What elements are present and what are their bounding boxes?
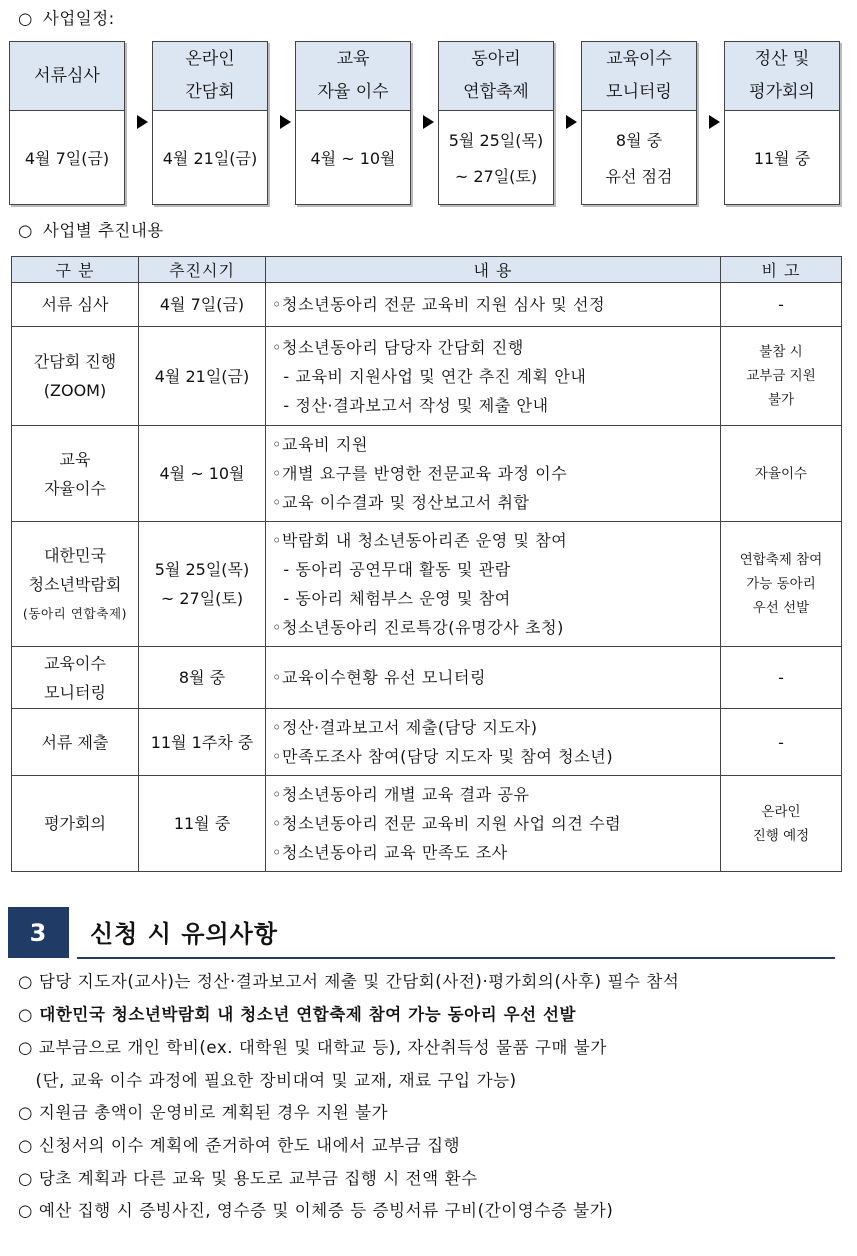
schedule-heading: ○ 사업일정: [18, 9, 115, 28]
section-number-divider [68, 907, 77, 958]
row-content [266, 522, 721, 647]
content-line: - 교육비 지원사업 및 연간 추진 계획 안내 [272, 366, 587, 386]
row-content [266, 709, 721, 776]
header-timing: 추진시기 [139, 257, 266, 283]
row-note: - [721, 283, 842, 327]
row-category [12, 776, 139, 872]
header-content: 내 용 [266, 257, 721, 283]
flow-arrow-icon [280, 115, 291, 129]
plan-table [11, 256, 842, 872]
content-line: ◦청소년동아리 개별 교육 결과 공유 [272, 785, 530, 804]
schedule-step-date: 11월 중 [753, 148, 811, 168]
table-row [12, 522, 842, 647]
content-line: ◦청소년동아리 담당자 간담회 진행 [272, 337, 524, 357]
row-category-label: 교육이수 모니터링 [44, 653, 106, 702]
schedule-step [9, 41, 125, 205]
notice-item: ○ 신청서의 이수 계획에 준거하여 한도 내에서 교부금 집행 [18, 1136, 461, 1155]
row-note: - [721, 647, 842, 709]
row-category-label: 평가회의 [44, 814, 106, 833]
section-underline [77, 957, 835, 959]
schedule-step-date: 8월 중 유선 점검 [605, 130, 673, 186]
flow-arrow-icon [137, 115, 148, 129]
row-category-label: 간담회 진행 (ZOOM) [33, 352, 117, 400]
row-timing: 8월 중 [139, 647, 266, 709]
flow-arrow-icon [709, 115, 720, 129]
row-category [12, 647, 139, 709]
notice-item: ○ 지원금 총액이 운영비로 계획된 경우 지원 불가 [18, 1103, 389, 1122]
content-line: ◦청소년동아리 교육 만족도 조사 [272, 843, 508, 862]
row-content [266, 283, 721, 327]
content-line: ◦개별 요구를 반영한 전문교육 과정 이수 [272, 464, 568, 483]
content-line: ◦박람회 내 청소년동아리존 운영 및 참여 [272, 531, 568, 550]
content-line: ◦만족도조사 참여(담당 지도자 및 참여 청소년) [272, 747, 614, 766]
row-timing: 4월 21일(금) [139, 327, 266, 426]
content-line: - 정산·결과보고서 작성 및 제출 안내 [272, 395, 549, 415]
row-content [266, 776, 721, 872]
table-row [12, 426, 842, 522]
row-category-label: 서류 심사 [41, 295, 109, 314]
schedule-step [438, 41, 554, 205]
row-category-label: 교육 자율이수 [44, 449, 106, 498]
circle-bullet-icon: ○ [18, 221, 33, 240]
schedule-step-title: 정산 및 평가회의 [725, 42, 839, 111]
content-line: - 동아리 체험부스 운영 및 참여 [272, 589, 511, 608]
content-line: - 동아리 공연무대 활동 및 관람 [272, 560, 511, 579]
content-line: ◦청소년동아리 전문 교육비 지원 사업 의견 수렴 [272, 814, 622, 833]
content-line: ◦정산·결과보고서 제출(담당 지도자) [272, 718, 538, 737]
row-note: 불참 시 교부금 지원 불가 [721, 327, 842, 426]
row-category-label: 서류 제출 [41, 732, 109, 752]
schedule-step-date: 4월 7일(금) [24, 148, 110, 168]
header-note: 비 고 [721, 257, 842, 283]
row-category-sub: (동아리 연합축제) [22, 605, 128, 621]
schedule-step-title: 교육이수 모니터링 [582, 42, 696, 111]
row-timing: 11월 중 [139, 776, 266, 872]
schedule-step-date: 5월 25일(목) ~ 27일(토) [448, 130, 544, 186]
notice-item: ○ 교부금으로 개인 학비(ex. 대학원 및 대학교 등), 자산취득성 물품 구매 불가 [18, 1038, 607, 1057]
section-number: 3 [8, 907, 68, 958]
notice-item: ○ 예산 집행 시 증빙사진, 영수증 및 이체증 등 증빙서류 구비(간이영수증 불가) [18, 1201, 614, 1220]
row-timing: 4월 ~ 10월 [139, 426, 266, 522]
schedule-step-date: 4월 21일(금) [162, 148, 258, 168]
plan-heading: ○ 사업별 추진내용 [18, 221, 164, 240]
row-note: 연합축제 참여 가능 동아리 우선 선발 [721, 522, 842, 647]
schedule-step-title: 서류심사 [10, 42, 124, 111]
schedule-step [295, 41, 411, 205]
row-category [12, 709, 139, 776]
row-timing: 4월 7일(금) [139, 283, 266, 327]
row-note: 온라인 진행 예정 [721, 776, 842, 872]
row-content [266, 426, 721, 522]
header-category: 구 분 [12, 257, 139, 283]
schedule-step [581, 41, 697, 205]
flow-arrow-icon [566, 115, 577, 129]
table-row [12, 647, 842, 709]
table-row [12, 327, 842, 426]
content-line: ◦교육비 지원 [272, 435, 369, 454]
table-header-row [12, 257, 842, 283]
schedule-step-date: 4월 ~ 10월 [310, 148, 396, 168]
row-note: - [721, 709, 842, 776]
table-row [12, 283, 842, 327]
row-category [12, 426, 139, 522]
notice-item: (단, 교육 이수 과정에 필요한 장비대여 및 교재, 재료 구입 가능) [18, 1071, 517, 1090]
row-content [266, 327, 721, 426]
schedule-step [724, 41, 840, 205]
schedule-step-title: 교육 자율 이수 [296, 42, 410, 111]
content-line: ◦청소년동아리 전문 교육비 지원 심사 및 선정 [272, 295, 606, 314]
row-category [12, 327, 139, 426]
section-title: 신청 시 유의사항 [90, 920, 278, 948]
schedule-step-title: 동아리 연합축제 [439, 42, 553, 111]
circle-bullet-icon: ○ [18, 9, 33, 28]
schedule-step-title: 온라인 간담회 [153, 42, 267, 111]
row-timing: 11월 1주차 중 [139, 709, 266, 776]
content-line: ◦교육 이수결과 및 정산보고서 취합 [272, 493, 530, 512]
row-note: 자율이수 [721, 426, 842, 522]
row-content [266, 647, 721, 709]
row-timing: 5월 25일(목) ~ 27일(토) [139, 522, 266, 647]
row-category [12, 522, 139, 647]
row-category [12, 283, 139, 327]
flow-arrow-icon [423, 115, 434, 129]
schedule-step [152, 41, 268, 205]
notice-item: ○ 대한민국 청소년박람회 내 청소년 연합축제 참여 가능 동아리 우선 선발 [18, 1005, 577, 1024]
notice-item: ○ 당초 계획과 다른 교육 및 용도로 교부금 집행 시 전액 환수 [18, 1169, 478, 1188]
table-row [12, 776, 842, 872]
content-line: ◦교육이수현황 유선 모니터링 [272, 668, 487, 687]
content-line: ◦청소년동아리 진로특강(유명강사 초청) [272, 618, 564, 637]
table-row [12, 709, 842, 776]
notice-item: ○ 담당 지도자(교사)는 정산·결과보고서 제출 및 간담회(사전)·평가회의(사후) 필수 참석 [18, 972, 680, 991]
row-category-label: 대한민국 청소년박람회 [28, 545, 122, 594]
